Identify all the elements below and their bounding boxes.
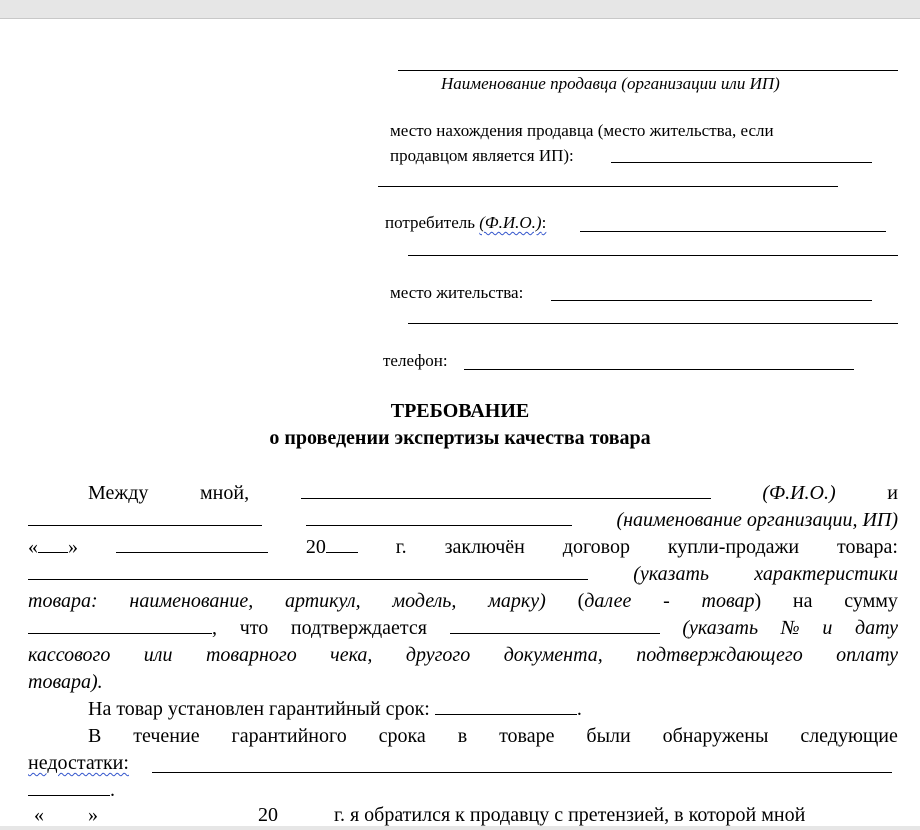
quote-close: » xyxy=(88,804,98,826)
year-blank xyxy=(326,536,358,553)
word: подтверждающего xyxy=(636,644,803,666)
body-line-12 xyxy=(28,779,115,802)
body-line-5 xyxy=(28,590,898,613)
phone-label: телефон: xyxy=(383,351,448,370)
defects-blank-2 xyxy=(28,779,110,796)
word: что xyxy=(239,617,269,639)
body-line-8: товара). xyxy=(28,671,103,693)
body-line-6 xyxy=(28,617,898,640)
body-line-13-rest: г. я обратился к продавцу с претензией, в которой мной xyxy=(334,804,806,826)
window-top-bar xyxy=(0,0,920,19)
body-line-10 xyxy=(28,725,898,748)
word: дату xyxy=(855,617,898,639)
word: обнаружены xyxy=(662,725,769,747)
dot: . xyxy=(576,698,582,720)
warranty-blank xyxy=(435,698,577,715)
word: товаре xyxy=(499,725,555,747)
quote-open: « xyxy=(28,536,38,558)
body-line-4 xyxy=(28,563,898,586)
word: (указать xyxy=(682,617,759,639)
body-line-7 xyxy=(28,644,898,667)
seller-location-line-1 xyxy=(611,162,872,163)
word: в xyxy=(457,725,468,747)
window-bottom-bar xyxy=(0,826,920,830)
org-blank-1 xyxy=(28,509,262,526)
paren-open: ( xyxy=(577,590,585,612)
comma: , xyxy=(212,617,217,639)
consumer-label: потребитель xyxy=(385,213,476,232)
body-line-9 xyxy=(88,698,582,721)
defects-label: недостатки: xyxy=(28,752,129,774)
word: сумму xyxy=(844,590,898,612)
body-line-1 xyxy=(28,482,898,505)
warranty-label: На товар установлен гарантийный срок: xyxy=(88,698,430,720)
word: товара: xyxy=(836,536,898,558)
word: другого xyxy=(405,644,471,666)
phone-line xyxy=(464,369,854,370)
word: чека, xyxy=(330,644,373,666)
word: документа, xyxy=(503,644,603,666)
consumer-colon: : xyxy=(541,213,547,232)
document-title: ТРЕБОВАНИЕ xyxy=(390,400,530,422)
body-line-13-quote xyxy=(34,804,98,827)
body-line-3 xyxy=(28,536,898,559)
seller-caption: Наименование продавца (организации или ИП) xyxy=(441,74,780,93)
word: или xyxy=(143,644,173,666)
word: гарантийного xyxy=(231,725,347,747)
word: далее xyxy=(584,590,632,612)
fio-blank xyxy=(301,482,711,499)
word: г. xyxy=(395,536,407,558)
receipt-blank xyxy=(450,617,660,634)
word: и xyxy=(822,617,833,639)
word: модель, xyxy=(392,590,457,612)
sum-blank xyxy=(28,617,212,634)
date-field xyxy=(28,536,78,559)
defects-line xyxy=(152,772,892,773)
fio-hint: (Ф.И.О.) xyxy=(762,482,836,504)
word: наименование, xyxy=(129,590,254,612)
consumer-fio-hint: (Ф.И.О.) xyxy=(479,213,542,232)
consumer-line-2 xyxy=(408,255,898,256)
word: товара: xyxy=(28,590,98,612)
quote-close: » xyxy=(68,536,78,558)
seller-location-line-2 xyxy=(378,186,838,187)
quote-open: « xyxy=(34,804,44,826)
word: товарного xyxy=(205,644,297,666)
org-blank-2 xyxy=(306,509,572,526)
word: мной, xyxy=(200,482,250,504)
word: срока xyxy=(378,725,426,747)
day-blank xyxy=(38,536,68,553)
consumer-label-row xyxy=(385,213,546,233)
word: № xyxy=(780,617,800,639)
residence-line-2 xyxy=(408,323,898,324)
word-group xyxy=(702,590,762,613)
org-hint: (наименование организации, ИП) xyxy=(616,509,898,531)
seller-name-line xyxy=(398,70,898,71)
year-prefix: 20 xyxy=(305,536,326,558)
body-line-2 xyxy=(28,509,898,532)
word: договор xyxy=(562,536,630,558)
document-subtitle: о проведении экспертизы качества товара xyxy=(269,427,651,449)
month-blank xyxy=(116,536,268,553)
word: оплату xyxy=(836,644,898,666)
word: на xyxy=(792,590,813,612)
word: товар xyxy=(701,590,755,612)
word: кассового xyxy=(28,644,111,666)
word: В xyxy=(88,725,102,747)
word: характеристики xyxy=(754,563,898,585)
word: - xyxy=(663,590,670,612)
consumer-fio-line xyxy=(580,231,886,232)
paren-close: ) xyxy=(754,590,762,612)
body-line-11 xyxy=(28,752,129,775)
word: Между xyxy=(88,482,149,504)
word: подтверждается xyxy=(290,617,427,639)
body-line-13-year: 20 xyxy=(258,804,278,826)
residence-label: место жительства: xyxy=(390,283,524,302)
goods-blank xyxy=(28,563,588,580)
word: следующие xyxy=(800,725,898,747)
dot: . xyxy=(110,779,115,801)
seller-location-label-2: продавцом является ИП): xyxy=(390,146,574,165)
word: были xyxy=(586,725,631,747)
sum-field xyxy=(28,617,217,640)
word: купли-продажи xyxy=(667,536,800,558)
word: артикул, xyxy=(284,590,361,612)
seller-location-label-1: место нахождения продавца (место жительства, если xyxy=(390,121,774,140)
word: заключён xyxy=(444,536,525,558)
residence-line xyxy=(551,300,872,301)
word: и xyxy=(887,482,898,504)
year-field xyxy=(306,536,358,559)
word: (указать xyxy=(633,563,710,585)
word: течение xyxy=(133,725,200,747)
word-group xyxy=(578,590,632,613)
word: марку) xyxy=(488,590,546,612)
